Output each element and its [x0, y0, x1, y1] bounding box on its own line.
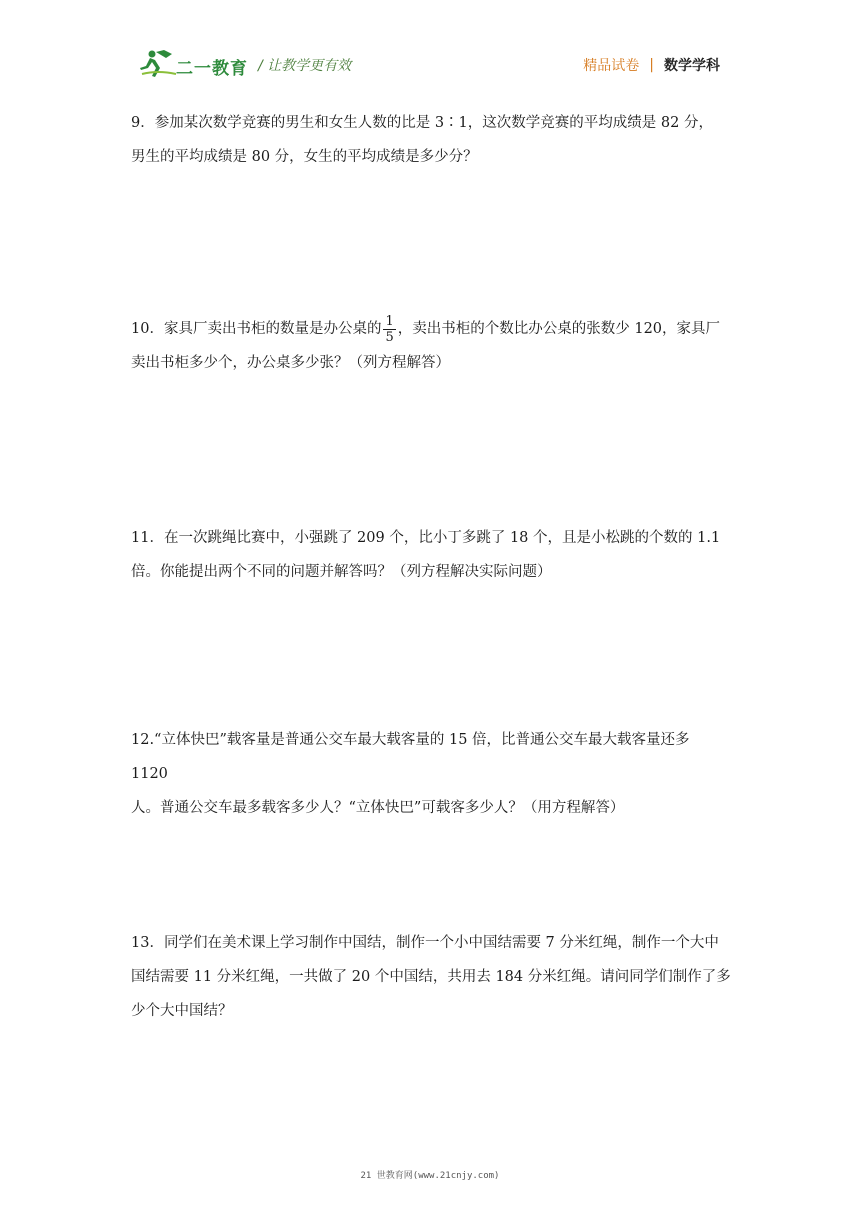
question-line: 9．参加某次数学竞赛的男生和女生人数的比是 3∶1，这次数学竞赛的平均成绩是 82 分，	[131, 115, 713, 131]
exam-tag: 精品试卷	[583, 58, 640, 74]
fraction-denominator: 5	[385, 329, 394, 345]
fraction	[383, 314, 395, 345]
question-line: 国结需要 11 分米红绳，一共做了 20 个中国结，共用去 184 分米红绳。请问同学们制作了多	[131, 969, 731, 985]
question-line: 男生的平均成绩是 80 分，女生的平均成绩是多少分？	[131, 149, 478, 165]
question-13	[131, 926, 731, 1028]
question-line: 13．同学们在美术课上学习制作中国结，制作一个小中国结需要 7 分米红绳，制作一个大中	[131, 935, 719, 951]
question-line: 11．在一次跳绳比赛中，小强跳了 209 个，比小丁多跳了 18 个，且是小松跳的个数的 1.1	[131, 530, 721, 546]
logo-text: 二一教育	[176, 59, 248, 79]
brand-label	[583, 55, 720, 75]
logo	[138, 48, 258, 80]
question-line: 卖出书柜多少个，办公桌多少张？（列方程解答）	[131, 355, 450, 371]
question-line: 倍。你能提出两个不同的问题并解答吗？（列方程解决实际问题）	[131, 564, 552, 580]
page-header	[0, 0, 860, 90]
question-text: 10．家具厂卖出书柜的数量是办公桌的	[131, 321, 382, 337]
slogan: / 让教学更有效	[258, 58, 352, 74]
question-12	[131, 723, 731, 825]
question-11	[131, 521, 731, 589]
brand-separator: |	[649, 57, 654, 73]
question-line: 12.“立体快巴”载客量是普通公交车最大载客量的 15 倍，比普通公交车最大载客量还多 1120	[131, 732, 690, 782]
subject-label: 数学学科	[664, 58, 720, 74]
page-footer: 21 世教育网(www.21cnjy.com)	[360, 1171, 500, 1181]
question-text: ，卖出书柜的个数比办公桌的张数少 120，家具厂	[397, 321, 721, 337]
runner-logo-icon	[138, 48, 178, 80]
question-line: 少个大中国结？	[131, 1003, 233, 1019]
question-9	[131, 106, 731, 174]
question-line: 人。普通公交车最多载客多少人？“立体快巴”可载客多少人？（用方程解答）	[131, 800, 625, 816]
fraction-numerator: 1	[385, 313, 394, 329]
question-10	[131, 312, 731, 380]
question-line	[131, 312, 731, 346]
